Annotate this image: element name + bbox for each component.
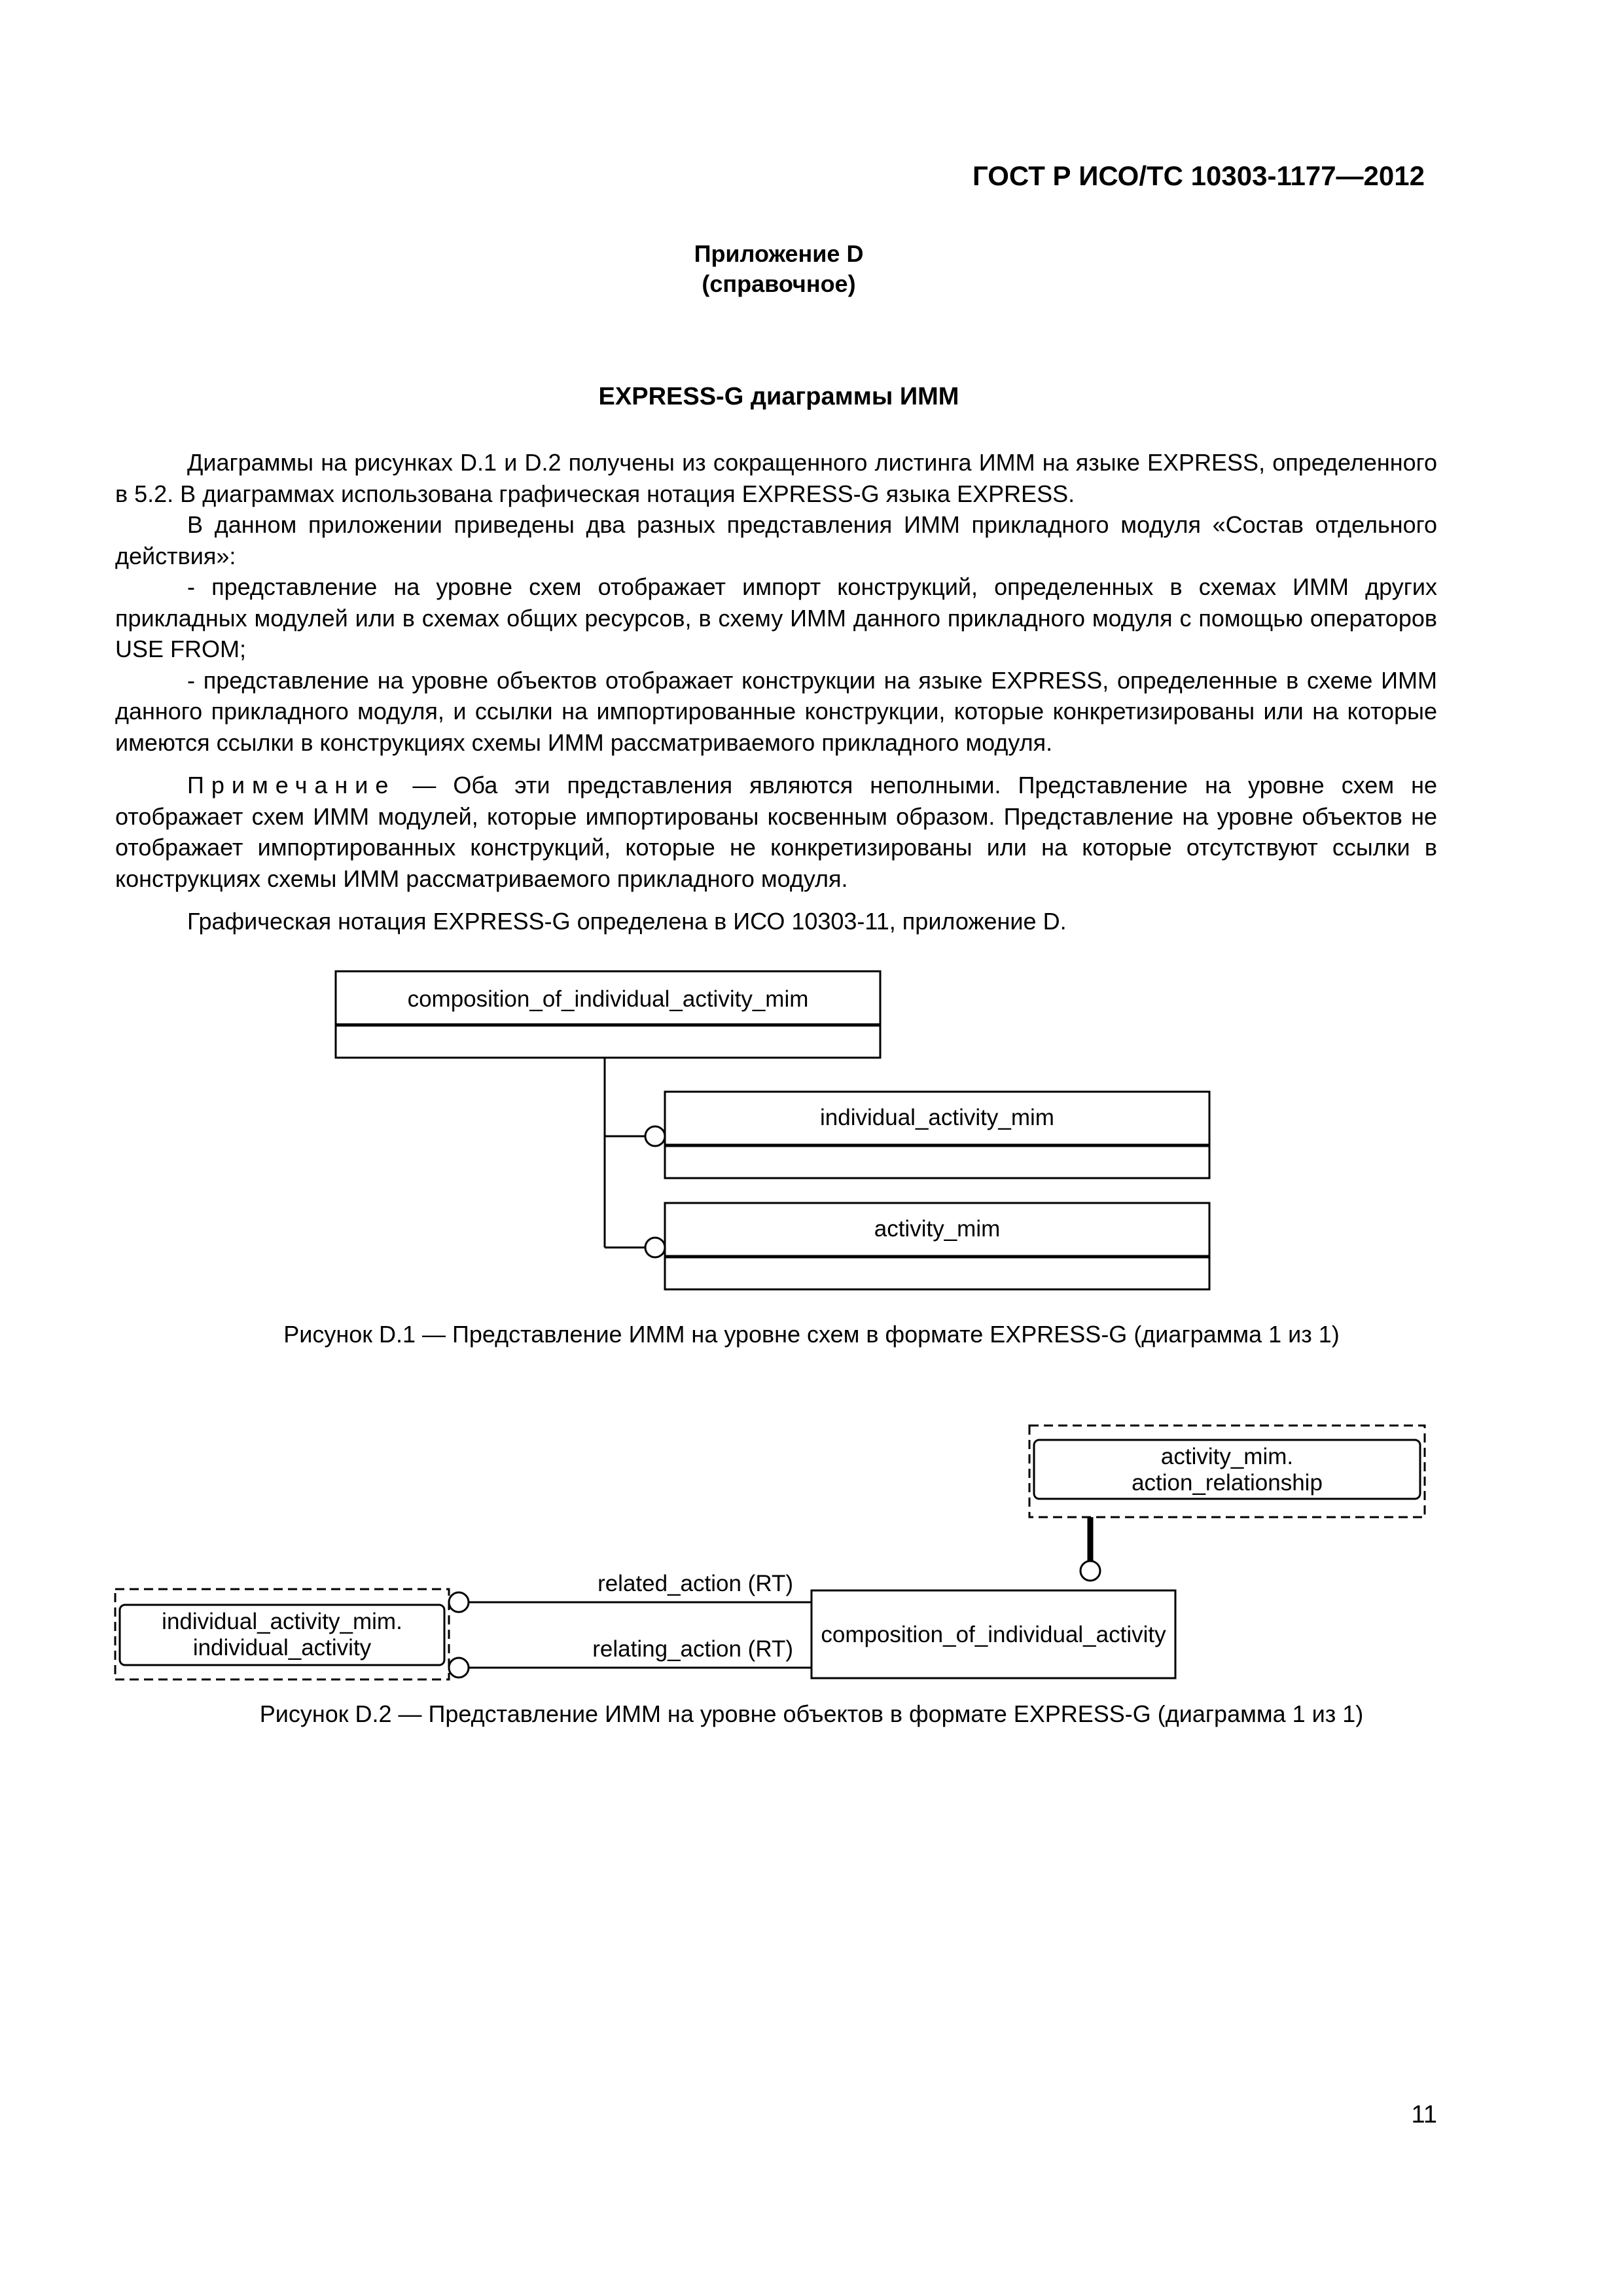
- figure-d2-caption: Рисунок D.2 — Представление ИММ на уровне объектов в формате EXPRESS-G (диаграмма 1 из 1): [259, 1700, 1364, 1727]
- figure-d2-diagram: [115, 1426, 1425, 1679]
- imported-schema-label-1: individual_activity_mim: [820, 1105, 1054, 1130]
- document-header: ГОСТ Р ИСО/ТС 10303-1177—2012: [972, 160, 1425, 191]
- main-schema-box: [336, 971, 880, 1058]
- use-from-connectors: [605, 1058, 665, 1257]
- ref-top-label-2: action_relationship: [1132, 1470, 1323, 1496]
- entity-label: composition_of_individual_activity: [821, 1622, 1166, 1647]
- ref-top-label-1: activity_mim.: [1160, 1444, 1294, 1469]
- page-number: 11: [1411, 2101, 1437, 2128]
- entity-box: [812, 1590, 1175, 1678]
- main-schema-label: composition_of_individual_activity_mim: [407, 986, 809, 1012]
- imported-schema-label-2: activity_mim: [874, 1216, 1001, 1242]
- ref-box-top: [1029, 1426, 1425, 1517]
- paragraph-3: - представление на уровне схем отображает импорт конструкций, определенных в схемах ИММ других прикладных модулей или в схемах общих ресурсов, в схему ИММ данного прикладного модуля с помощью операторов USE FROM;: [115, 573, 1437, 662]
- attribute-label-relating-action: relating_action (RT): [592, 1636, 793, 1662]
- paragraph-4: - представление на уровне объектов отображает конструкции на языке EXPRESS, определенные в схеме ИММ данного прикладного модуля, и ссылки на импортированные конструкции, которые конкретизированы или на которые имеются ссылки в конструкциях схемы ИММ рассматриваемого прикладного модуля.: [115, 666, 1437, 756]
- imported-schema-box-1: [665, 1092, 1209, 1178]
- paragraph-5: Графическая нотация EXPRESS-G определена в ИСО 10303-11, приложение D.: [187, 908, 1067, 935]
- note-text: — Оба эти представления являются неполными. Представление на уровне схем не отображает схем ИММ модулей, которые импортированы косвенным образом. Представление на уровне объектов не отображает импортированных конструкций, которые не конкретизированы или на которые отсутствуют ссылки в конструкциях схемы ИММ рассматриваемого прикладного модуля.: [115, 772, 1437, 892]
- imported-schema-box-2: [665, 1203, 1209, 1289]
- relationship-lines: [449, 1517, 1100, 1677]
- section-title: EXPRESS-G диаграммы ИММ: [598, 383, 959, 410]
- ref-left-label-2: individual_activity: [192, 1635, 372, 1660]
- attribute-label-related-action: related_action (RT): [597, 1571, 793, 1596]
- note-label: Примечание: [187, 772, 396, 798]
- ref-box-left: [115, 1589, 449, 1679]
- figure-d1-diagram: [336, 971, 1209, 1289]
- annex-subtitle: (справочное): [702, 270, 856, 297]
- ref-left-label-1: individual_activity_mim.: [162, 1609, 402, 1634]
- paragraph-1: Диаграммы на рисунках D.1 и D.2 получены из сокращенного листинга ИММ на языке EXPRESS, определенного в 5.2. В диаграммах использована графическая нотация EXPRESS-G языка EXPRESS.: [115, 449, 1437, 507]
- paragraph-2: В данном приложении приведены два разных представления ИММ прикладного модуля «Состав отдельного действия»:: [115, 511, 1437, 569]
- figure-d1-caption: Рисунок D.1 — Представление ИММ на уровне схем в формате EXPRESS-G (диаграмма 1 из 1): [283, 1321, 1340, 1348]
- annex-title: Приложение D: [694, 240, 864, 267]
